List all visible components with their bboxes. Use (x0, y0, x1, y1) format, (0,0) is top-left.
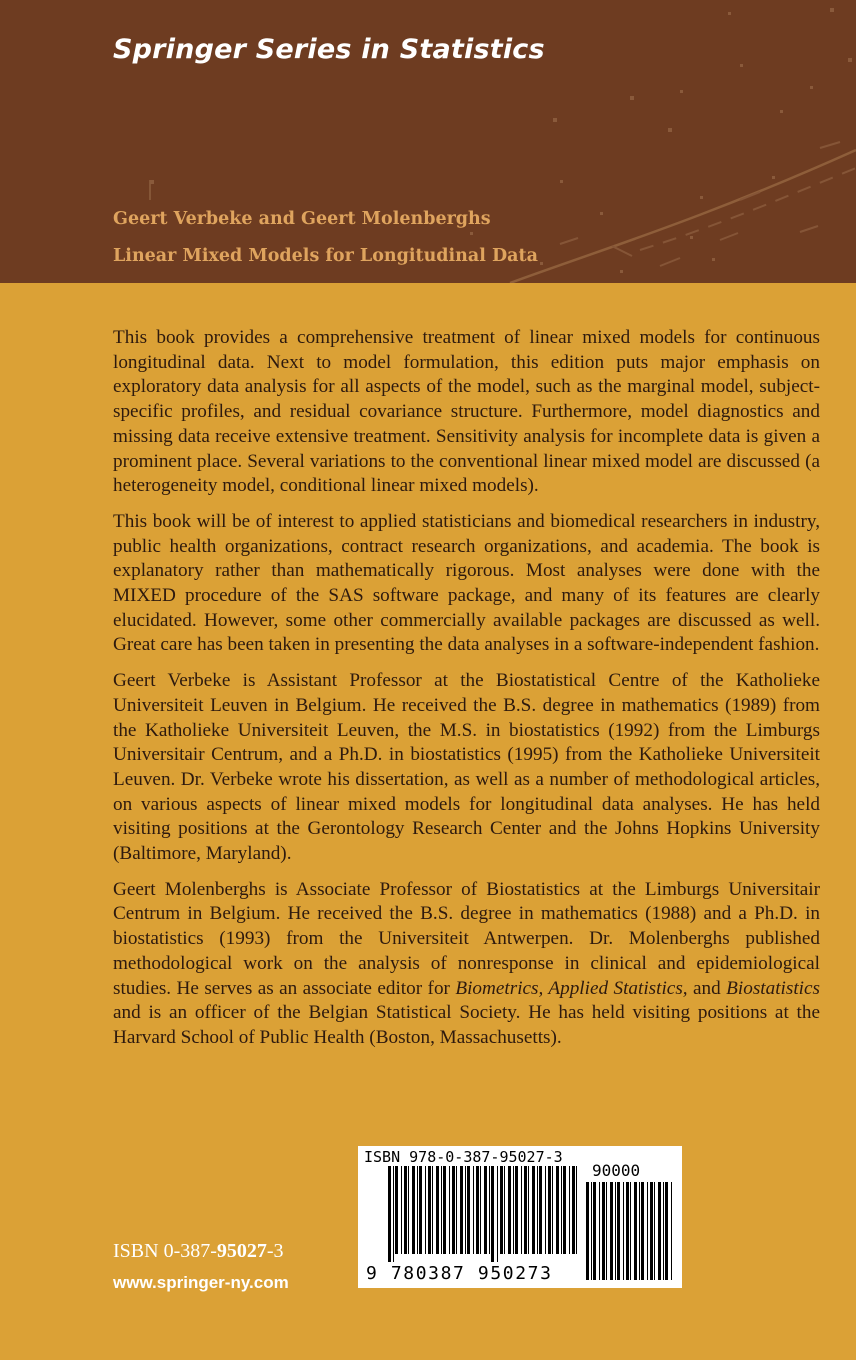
barcode-bar (532, 1166, 535, 1254)
barcode-bar (473, 1166, 474, 1254)
barcode-bar (425, 1166, 426, 1254)
barcode-bar (623, 1182, 624, 1280)
barcode-bar (417, 1166, 418, 1254)
barcode-bar (491, 1166, 494, 1262)
barcode-bar (432, 1166, 433, 1254)
barcode-bar (500, 1166, 503, 1254)
description-text (113, 326, 820, 1062)
authors: Geert Verbeke and Geert Molenberghs (113, 209, 491, 229)
barcode-bar (647, 1182, 648, 1280)
barcode-bar (552, 1166, 553, 1254)
barcode-bar (460, 1166, 463, 1254)
barcode-bar (388, 1166, 391, 1262)
barcode-bar (489, 1166, 490, 1254)
barcode (358, 1146, 682, 1288)
barcode-bar (641, 1182, 644, 1280)
barcode-bar (626, 1182, 629, 1280)
barcode-bar (545, 1166, 546, 1254)
barcode-bar (548, 1166, 551, 1254)
barcode-bar (412, 1166, 415, 1254)
barcode-bar (556, 1166, 559, 1254)
barcode-bar (521, 1166, 522, 1254)
barcode-bar (393, 1166, 394, 1262)
isbn-prefix: ISBN 0-387- (113, 1240, 217, 1262)
barcode-bar (576, 1166, 577, 1254)
barcode-bar (504, 1166, 505, 1254)
barcode-bar (443, 1166, 446, 1254)
isbn-number (113, 1240, 284, 1263)
barcode-bar (654, 1182, 655, 1280)
barcode-bar (591, 1182, 592, 1280)
barcode-bar (593, 1182, 596, 1280)
barcode-bar (586, 1182, 589, 1280)
paragraph-molenberghs-bio (113, 878, 820, 1051)
barcode-bar (467, 1166, 470, 1254)
journal-names-2: Biostatistics (726, 977, 820, 999)
isbn-suffix: -3 (266, 1240, 284, 1262)
barcode-addon-digits: 90000 (592, 1161, 641, 1180)
barcode-bar (665, 1182, 668, 1280)
barcode-bar (497, 1166, 498, 1262)
barcode-bar (671, 1182, 672, 1280)
paragraph-verbeke-bio: Geert Verbeke is Assistant Professor at the Biostatistical Centre of the Katholieke Universiteit Leuven in Belgium. He received the B.S. degree in mathematics (1989) from the Katholieke Universiteit Leuven, the M.S. in biostatistics (1992) from the Limburgs Universitair Centrum, and a Ph.D. in biostatistics (1995) from the Katholieke Universiteit Leuven. Dr. Verbeke wrote his dissertation, as well as a number of methodological articles, on various aspects of linear mixed models for longitudinal data analyses. He has held visiting positions at the Gerontology Research Center and the Johns Hopkins University (Baltimore, Maryland). (113, 670, 820, 865)
paragraph-book-summary: This book provides a comprehensive treatment of linear mixed models for continuous longitudinal data. Next to model formulation, this edition puts major emphasis on exploratory data analysis for all aspects of the model, such as the marginal model, subject-specific profiles, and residual covariance structure. Furthermore, model diagnostics and missing data receive extensive treatment. Sensitivity analysis for incomplete data is given a prominent place. Several variations to the conventional linear mixed model are discussed (a heterogeneity model, conditional linear mixed models). (113, 327, 820, 497)
barcode-bar (480, 1166, 481, 1254)
bio-text-part-1: Geert Molenberghs is Associate Professor of Biostatistics at the Limburgs Universitair Centrum in Belgium. He received the B.S. degree in mathematics (1988) and a Ph.D. in biostatistics (1993) from the Universiteit Antwerpen. Dr. Molenberghs published methodological work on the analysis of nonresponse in clinical and epidemiological studies. He serves as an associate editor for (113, 878, 820, 999)
barcode-bar (569, 1166, 570, 1254)
barcode-bar (537, 1166, 538, 1254)
barcode-digits: 9 780387 950273 (366, 1263, 553, 1284)
barcode-bar (456, 1166, 457, 1254)
journal-names-1: Biometrics, Applied Statistics, (455, 977, 688, 999)
barcode-bar (452, 1166, 455, 1254)
barcode-bar (404, 1166, 407, 1254)
barcode-bar (617, 1182, 620, 1280)
paragraph-audience: This book will be of interest to applied statisticians and biomedical researchers in industry, public health organizations, contract research organizations, and academia. The book is explanatory rather than mathematically rigorous. Most analyses were done with the MIXED procedure of the SAS software package, and many of its features are clearly elucidated. However, some other commercially available packages are discussed as well. Great care has been taken in presenting the data analyses in a software-independent fashion. (113, 510, 820, 656)
barcode-bar (639, 1182, 640, 1280)
barcode-bar (449, 1166, 450, 1254)
barcode-bar (658, 1182, 661, 1280)
barcode-bar (663, 1182, 664, 1280)
header-band (0, 0, 856, 283)
barcode-bar (515, 1166, 518, 1254)
barcode-bar (650, 1182, 653, 1280)
book-title: Linear Mixed Models for Longitudinal Data (113, 246, 538, 266)
publisher-website: www.springer-ny.com (113, 1273, 289, 1292)
barcode-bar (528, 1166, 529, 1254)
barcode-bar (524, 1166, 527, 1254)
barcode-bar (599, 1182, 600, 1280)
barcode-bar (476, 1166, 479, 1254)
barcode-bar (436, 1166, 439, 1254)
barcode-bar (408, 1166, 409, 1254)
barcode-bar (539, 1166, 542, 1254)
barcode-bar (441, 1166, 442, 1254)
barcode-bar (563, 1166, 566, 1254)
barcode-bar (395, 1166, 398, 1254)
barcode-bar (572, 1166, 575, 1254)
barcode-bar (465, 1166, 466, 1254)
series-title: Springer Series in Statistics (113, 34, 545, 65)
barcode-bar (630, 1182, 631, 1280)
barcode-bar (419, 1166, 422, 1254)
bio-text-part-3: and is an officer of the Belgian Statistical Society. He has held visiting positions at the Harvard School of Public Health (Boston, Massachusetts). (113, 1002, 820, 1048)
barcode-bar (484, 1166, 487, 1254)
barcode-bar (615, 1182, 616, 1280)
barcode-bar (606, 1182, 607, 1280)
barcode-bar (401, 1166, 402, 1254)
barcode-isbn-text: ISBN 978-0-387-95027-3 (364, 1148, 563, 1166)
barcode-bar (428, 1166, 431, 1254)
isbn-bold-part: 95027 (216, 1240, 267, 1262)
barcode-bar (513, 1166, 514, 1254)
bio-text-part-2: and (687, 977, 727, 999)
barcode-bar (602, 1182, 605, 1280)
barcode-bar (508, 1166, 511, 1254)
barcode-bar (561, 1166, 562, 1254)
barcode-bar (634, 1182, 637, 1280)
barcode-bar (610, 1182, 613, 1280)
